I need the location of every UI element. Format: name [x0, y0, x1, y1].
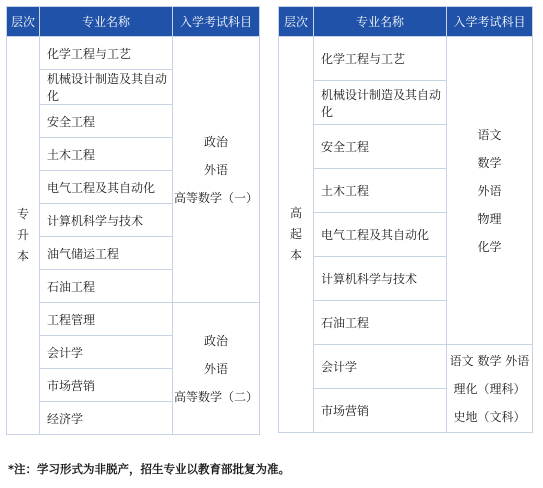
major-name: 会计学: [314, 345, 447, 389]
major-name: 土木工程: [40, 138, 173, 171]
exam-subjects: [447, 37, 533, 345]
footnote: *注：学习形式为非脱产，招生专业以教育部批复为准。: [8, 462, 291, 476]
exam-subject: 化学: [477, 239, 502, 254]
major-name: 机械设计制造及其自动化: [314, 81, 447, 125]
exam-subject: 外语: [477, 183, 502, 198]
exam-subject: 外语: [203, 162, 228, 177]
major-name: 安全工程: [40, 105, 173, 138]
major-name: 机械设计制造及其自动化: [40, 70, 173, 105]
header-level: 层次: [7, 7, 40, 37]
exam-subject: 高等数学（一）: [173, 190, 258, 205]
exam-subject: 政治: [203, 134, 228, 149]
exam-subject: 数学: [477, 155, 502, 170]
exam-subjects: [173, 37, 260, 303]
exam-subjects: [447, 345, 533, 433]
major-name: 化学工程与工艺: [314, 37, 447, 81]
level-label: 高起本: [290, 206, 303, 262]
admission-table-zhuanshengben: [6, 6, 260, 435]
exam-subject: 语文 数学 外语: [449, 353, 530, 368]
exam-subject: 外语: [203, 361, 228, 376]
major-name: 经济学: [40, 402, 173, 435]
major-name: 安全工程: [314, 125, 447, 169]
exam-subjects: [173, 303, 260, 435]
level-label: 专升本: [17, 207, 30, 263]
header-subjects: 入学考试科目: [447, 7, 533, 37]
header-major: 专业名称: [314, 7, 447, 37]
header-level: 层次: [279, 7, 314, 37]
header-major: 专业名称: [40, 7, 173, 37]
major-name: 市场营销: [314, 389, 447, 433]
level-cell: [7, 37, 40, 435]
header-subjects: 入学考试科目: [173, 7, 260, 37]
table-row: [7, 37, 260, 70]
exam-subject: 政治: [203, 333, 228, 348]
table-header-row: [279, 7, 533, 37]
admission-table-gaoqiben: [278, 6, 533, 433]
major-name: 计算机科学与技术: [40, 204, 173, 237]
exam-subject: 史地（文科）: [453, 409, 526, 424]
major-name: 土木工程: [314, 169, 447, 213]
major-name: 石油工程: [40, 270, 173, 303]
major-name: 电气工程及其自动化: [40, 171, 173, 204]
table-row: [279, 345, 533, 389]
major-name: 工程管理: [40, 303, 173, 336]
major-name: 化学工程与工艺: [40, 37, 173, 70]
level-cell: [279, 37, 314, 433]
major-name: 会计学: [40, 336, 173, 369]
major-name: 市场营销: [40, 369, 173, 402]
major-name: 计算机科学与技术: [314, 257, 447, 301]
major-name: 油气储运工程: [40, 237, 173, 270]
exam-subject: 物理: [477, 211, 502, 226]
major-name: 石油工程: [314, 301, 447, 345]
major-name: 电气工程及其自动化: [314, 213, 447, 257]
exam-subject: 语文: [477, 127, 502, 142]
table-row: [279, 37, 533, 81]
table-row: [7, 303, 260, 336]
table-header-row: [7, 7, 260, 37]
exam-subject: 高等数学（二）: [173, 389, 258, 404]
exam-subject: 理化（理科）: [453, 381, 526, 396]
